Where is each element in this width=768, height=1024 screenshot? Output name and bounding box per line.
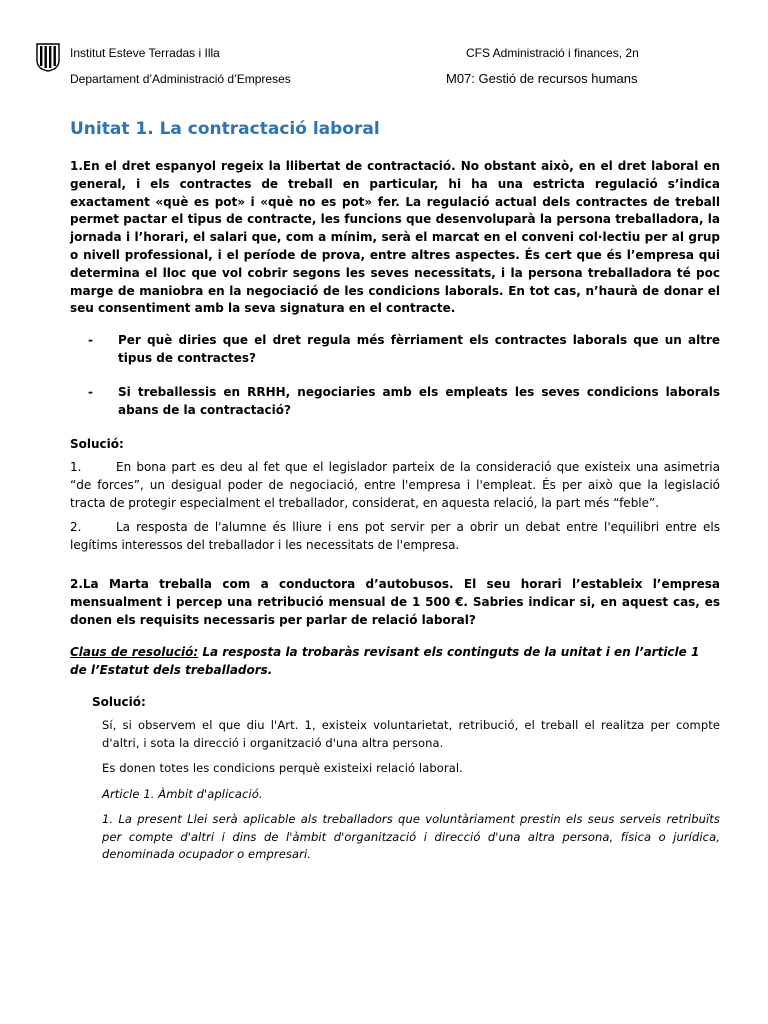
document-header (0, 0, 768, 100)
answer-number: 1. (70, 460, 82, 475)
answer-item (70, 459, 720, 512)
course-name: CFS Administració i finances, 2n (466, 46, 639, 60)
answer-text: En bona part es deu al fet que el legislador parteix de la consideració que existeix una asimetria “de forces”, un desigual poder de negociació, entre l'empresa i l'empleat. És per això que la legislació tracta de protegir especialment el treballador, considerat, en aquesta relació, la part més “feble”. (70, 460, 720, 511)
question-dash: - (88, 384, 93, 399)
exercise1-statement: 1.En el dret espanyol regeix la llibertat de contractació. No obstant això, en el dret laboral en general, i els contractes de treball en particular, hi ha una estricta regulació s’indica exactament «què es pot» i «què no es pot» fer. La regulació actual dels contractes de treball permet pactar el tipus de contracte, les funcions que desenvoluparà la persona treballadora, la jornada i l’horari, el salari que, com a mínim, serà el marcat en el conveni col·lectiu per al grup o nivell professional, i el període de prova, entre altres aspectes. És cert que és l’empresa qui determina el lloc que vol cobrir segons les seves necessitats, i la persona treballadora té poc marge de maniobra en la negociació de les condicions laborals. En tot cas, n’haurà de donar el seu consentiment amb la seva signatura en el contracte. (70, 159, 720, 316)
answer-item (70, 519, 720, 555)
exercise2-solution (102, 717, 720, 864)
resolution-keys-label: Claus de resolució: (70, 644, 199, 659)
resolution-keys-text: La resposta la trobaràs revisant els continguts de la unitat i en l’article 1 de l’Estatut dels treballadors. (70, 644, 700, 677)
question-text: Per què diries que el dret regula més fèrriament els contractes laborals que un altre tipus de contractes? (118, 333, 720, 366)
solution-label: Solució: (70, 437, 124, 452)
document-body (70, 118, 720, 872)
solution-label: Solució: (92, 695, 146, 710)
exercise2-statement: 2.La Marta treballa com a conductora d’autobusos. El seu horari l’estableix l’empresa mensualment i percep una retribució mensual de 1 500 €. Sabries indicar si, en aquest cas, es donen els requisits necessaris per parlar de relació laboral? (70, 577, 720, 628)
question-item (88, 332, 720, 368)
department-name: Departament d’Administració d’Empreses (70, 72, 291, 86)
answer-number: 2. (70, 519, 82, 534)
institution-name: Institut Esteve Terradas i Illa (70, 46, 220, 60)
answer-text: Sí, si observem el que diu l'Art. 1, existeix voluntarietat, retribució, el treball el realitza per compte d'altri, i sota la direcció i organització d'una altra persona. (102, 718, 720, 750)
article-text: 1. La present Llei serà aplicable als treballadors que voluntàriament prestin els seus serveis retribuïts per compte d'altri i dins de l'àmbit d'organització i direcció d'una altra persona, física o jurídica, denominada ocupador o empresari. (102, 812, 720, 862)
question-item (88, 384, 720, 420)
article-title: Article 1. Àmbit d'aplicació. (102, 786, 263, 801)
question-dash: - (88, 333, 93, 348)
page-title: Unitat 1. La contractació laboral (70, 119, 380, 139)
resolution-keys (70, 644, 720, 680)
exercise1-questions (70, 332, 720, 419)
module-name: M07: Gestió de recursos humans (446, 71, 638, 86)
generalitat-logo-icon (36, 42, 60, 72)
answer-text: La resposta de l'alumne és lliure i ens pot servir per a obrir un debat entre l'equilibri entre els legítims interessos del treballador i les necessitats de l'empresa. (70, 519, 720, 552)
question-text: Si treballessis en RRHH, negociaries amb els empleats les seves condicions laborals abans de la contractació? (118, 384, 720, 417)
answer-text: Es donen totes les condicions perquè existeixi relació laboral. (102, 761, 463, 776)
